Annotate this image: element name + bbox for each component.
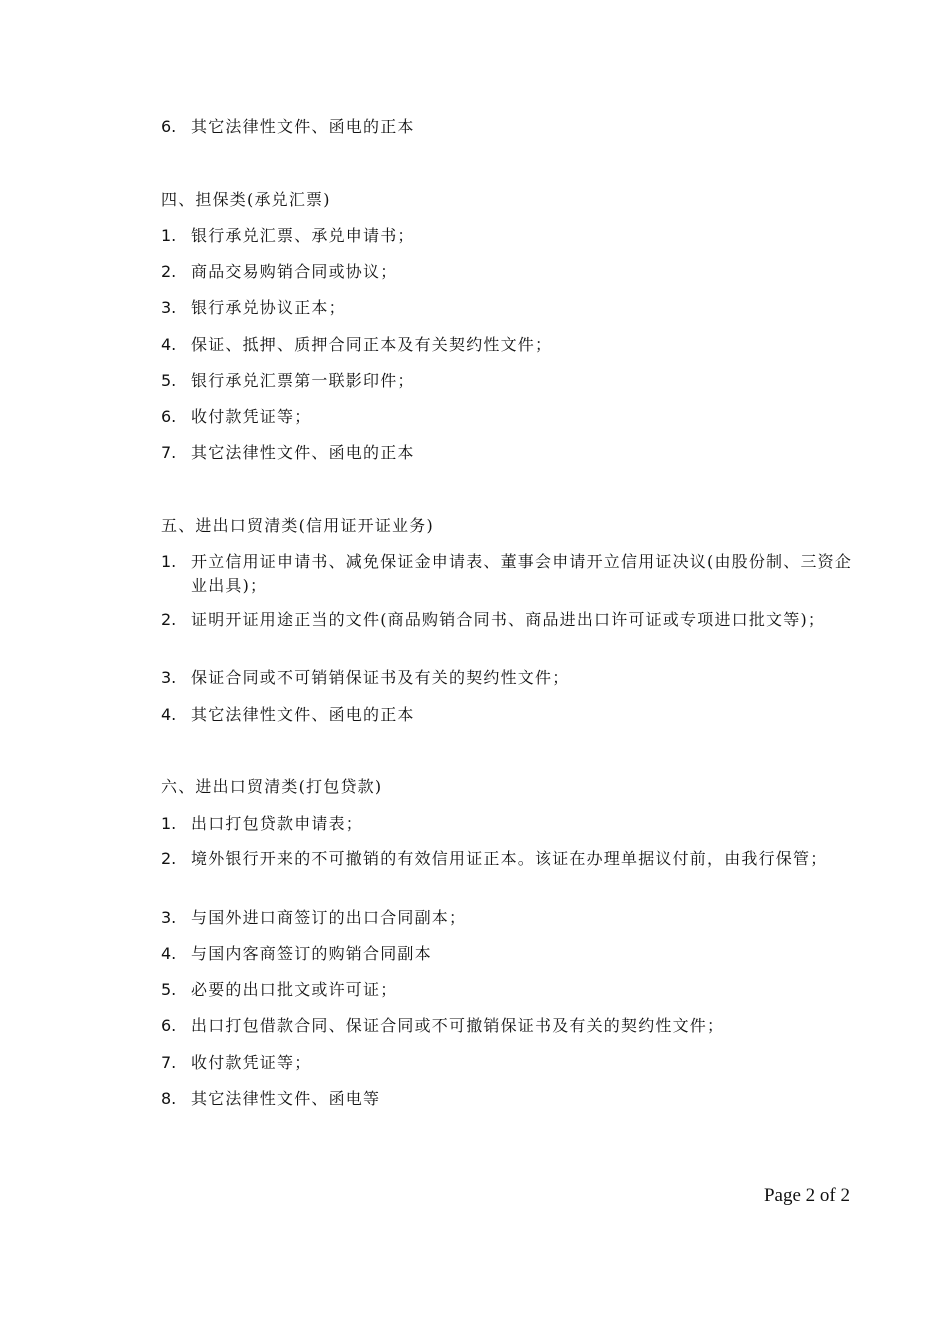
list-item-number: 6. [161,407,177,426]
list-item [161,666,861,690]
list-item [161,224,861,248]
list-item-number: 3. [161,668,177,687]
list-item-number: 7. [161,1053,177,1072]
list-item-text: 收付款凭证等； [191,407,312,426]
list-item-text: 收付款凭证等； [191,1053,312,1072]
list-item-number: 5. [161,371,177,390]
list-item-text: 与国外进口商签订的出口合同副本； [191,908,467,927]
list-item [161,260,861,284]
list-item-text: 银行承兑汇票第一联影印件； [191,371,415,390]
section-heading-letter-of-credit: 五、进出口贸清类(信用证开证业务) [161,516,434,535]
list-item-number: 2. [161,610,177,629]
list-item [161,812,861,836]
list-item-number: 2. [161,849,177,868]
list-item-text: 开立信用证申请书、减免保证金申请表、董事会申请开立信用证决议(由股份制、三资企业出具)； [191,552,853,595]
list-item [161,333,861,357]
list-item-number: 6. [161,117,177,136]
list-item [161,405,861,429]
list-item-text: 保证、抵押、质押合同正本及有关契约性文件； [191,335,553,354]
list-item-number: 7. [161,443,177,462]
list-item-number: 3. [161,298,177,317]
list-item-text: 保证合同或不可销销保证书及有关的契约性文件； [191,668,570,687]
list-item [161,1051,861,1075]
list-item [161,296,861,320]
list-item-number: 4. [161,705,177,724]
list-item [161,942,861,966]
page-number: Page 2 of 2 [763,1185,850,1206]
list-item [161,1014,861,1038]
list-item [161,906,861,930]
list-item [161,847,861,871]
list-item [161,978,861,1002]
list-item-text: 出口打包借款合同、保证合同或不可撤销保证书及有关的契约性文件； [191,1016,725,1035]
list-item-text: 与国内客商签订的购销合同副本 [191,944,432,963]
list-item-number: 1. [161,552,177,571]
list-item-text: 证明开证用途正当的文件(商品购销合同书、商品进出口许可证或专项进口批文等)； [191,610,826,629]
list-item-number: 2. [161,262,177,281]
list-item-number: 8. [161,1089,177,1108]
list-item-text: 其它法律性文件、函电的正本 [191,117,415,136]
list-item-text: 银行承兑协议正本； [191,298,346,317]
list-item-number: 1. [161,226,177,245]
list-item-number: 4. [161,944,177,963]
list-item-text: 银行承兑汇票、承兑申请书； [191,226,415,245]
list-item-number: 5. [161,980,177,999]
list-item-text: 商品交易购销合同或协议； [191,262,398,281]
list-item-number: 6. [161,1016,177,1035]
list-item-number: 4. [161,335,177,354]
list-item-text: 其它法律性文件、函电等 [191,1089,381,1108]
list-item-text: 境外银行开来的不可撤销的有效信用证正本。该证在办理单据议付前，由我行保管； [191,849,828,868]
list-item-text: 其它法律性文件、函电的正本 [191,443,415,462]
section-heading-guarantee: 四、担保类(承兑汇票) [161,190,331,209]
list-item [161,1087,861,1111]
list-item-text: 出口打包贷款申请表； [191,814,364,833]
list-item-text: 其它法律性文件、函电的正本 [191,705,415,724]
list-item-number: 1. [161,814,177,833]
list-item [161,703,861,727]
list-item [161,369,861,393]
list-item [161,115,861,139]
list-item-text: 必要的出口批文或许可证； [191,980,398,999]
list-item [161,608,861,632]
list-item [161,441,861,465]
list-item-number: 3. [161,908,177,927]
section-heading-packing-loan: 六、进出口贸清类(打包贷款) [161,777,383,796]
list-item [161,550,861,598]
